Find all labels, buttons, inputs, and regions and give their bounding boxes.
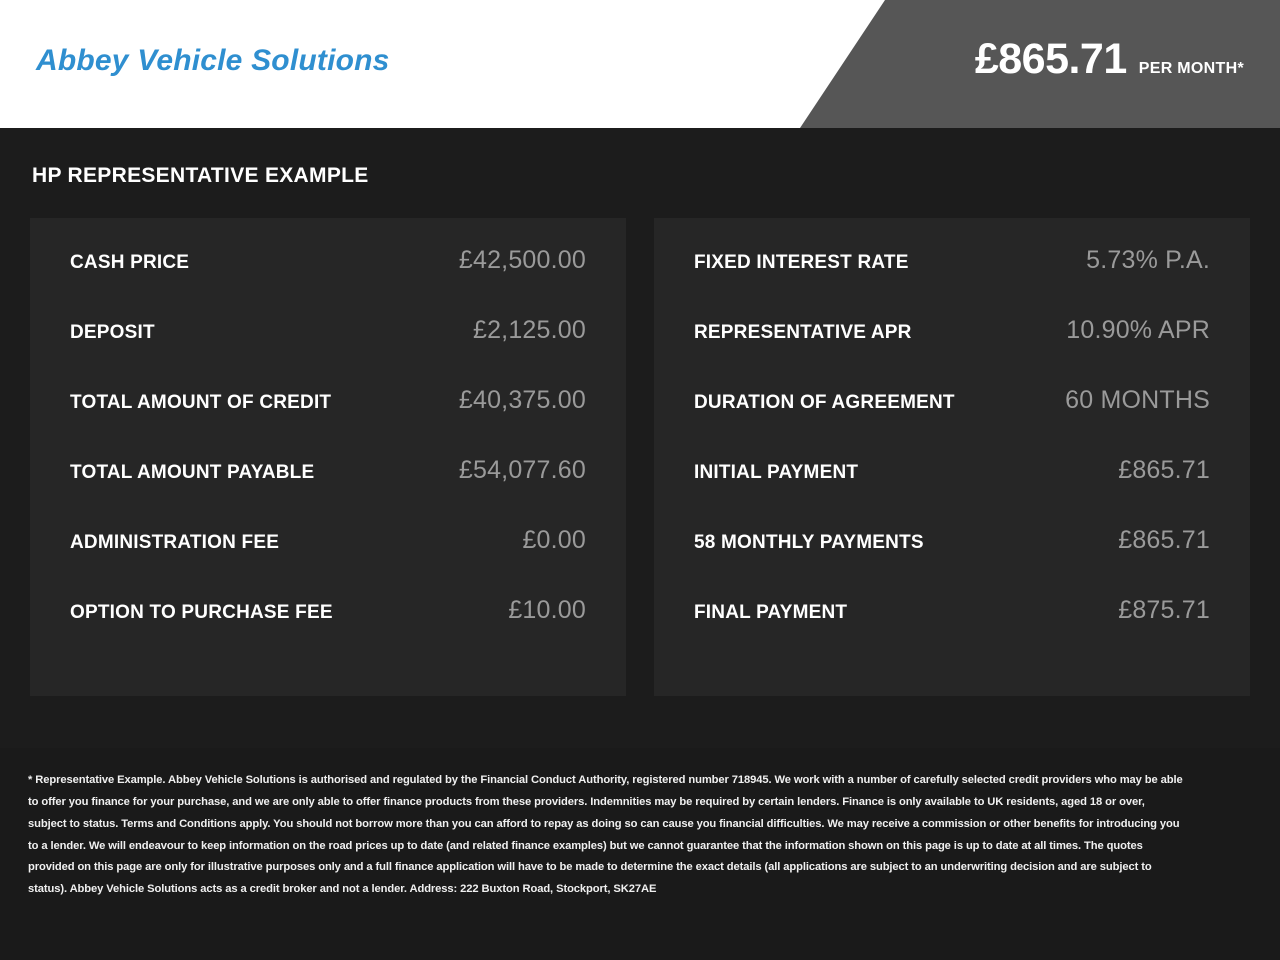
row-value: £10.00 [508, 596, 586, 624]
row-label: INITIAL PAYMENT [694, 462, 859, 483]
table-row [694, 386, 1210, 456]
left-finance-panel [30, 218, 626, 696]
table-row [70, 246, 586, 316]
row-label: 58 MONTHLY PAYMENTS [694, 532, 924, 553]
row-label: DEPOSIT [70, 322, 155, 343]
main-content [0, 128, 1280, 748]
right-finance-panel [654, 218, 1250, 696]
table-row [694, 246, 1210, 316]
row-value: £54,077.60 [458, 456, 586, 484]
row-label: DURATION OF AGREEMENT [694, 392, 955, 413]
row-value: 10.90% APR [1066, 316, 1210, 344]
row-value: 60 MONTHS [1065, 386, 1210, 414]
row-label: FINAL PAYMENT [694, 602, 848, 623]
row-value: £42,500.00 [458, 246, 586, 274]
table-row [694, 526, 1210, 596]
table-row [694, 596, 1210, 666]
row-value: £2,125.00 [472, 316, 586, 344]
row-value: £865.71 [1118, 456, 1210, 484]
table-row [70, 386, 586, 456]
page-header [0, 0, 1280, 128]
disclaimer-text: * Representative Example. Abbey Vehicle Solutions is authorised and regulated by the Financial Conduct Authority, registered number 718945. We work with a number of carefully selected credit providers who may be able to offer you finance for your purchase, and we are only able to offer finance products from these providers. Indemnities may be required by certain lenders. Finance is only available to UK residents, aged 18 or over, subject to status. Terms and Conditions apply. You should not borrow more than you can afford to repay as doing so can cause you financial difficulties. We may receive a commission or other benefits for introducing you to a lender. We will endeavour to keep information on the road prices up to date (and related finance examples) but we cannot guarantee that the information shown on this page is up to date at all times. The quotes provided on this page are only for illustrative purposes only and a full finance application will have to be made to determine the exact details (all applications are subject to an underwriting decision and are subject to status). Abbey Vehicle Solutions acts as a credit broker and not a lender. Address: 222 Buxton Road, Stockport, SK27AE [28, 774, 1183, 896]
row-value: 5.73% P.A. [1086, 246, 1210, 274]
table-row [70, 316, 586, 386]
table-row [694, 316, 1210, 386]
row-label: TOTAL AMOUNT OF CREDIT [70, 392, 332, 413]
row-label: CASH PRICE [70, 252, 190, 273]
row-label: FIXED INTEREST RATE [694, 252, 909, 273]
row-value: £0.00 [522, 526, 586, 554]
disclaimer-section [0, 748, 1280, 960]
row-label: ADMINISTRATION FEE [70, 532, 280, 553]
table-row [70, 456, 586, 526]
page-title: HP REPRESENTATIVE EXAMPLE [32, 164, 369, 187]
row-value: £40,375.00 [458, 386, 586, 414]
table-row [70, 526, 586, 596]
row-label: OPTION TO PURCHASE FEE [70, 602, 333, 623]
table-row [70, 596, 586, 666]
price-period-label: PER MONTH* [1138, 60, 1244, 77]
row-label: REPRESENTATIVE APR [694, 322, 912, 343]
row-value: £875.71 [1118, 596, 1210, 624]
price-amount: £865.71 [974, 35, 1127, 83]
table-row [694, 456, 1210, 526]
monthly-price [974, 35, 1244, 83]
brand-logo: Abbey Vehicle Solutions [36, 44, 390, 77]
row-label: TOTAL AMOUNT PAYABLE [70, 462, 315, 483]
finance-tables [30, 218, 1250, 696]
row-value: £865.71 [1118, 526, 1210, 554]
